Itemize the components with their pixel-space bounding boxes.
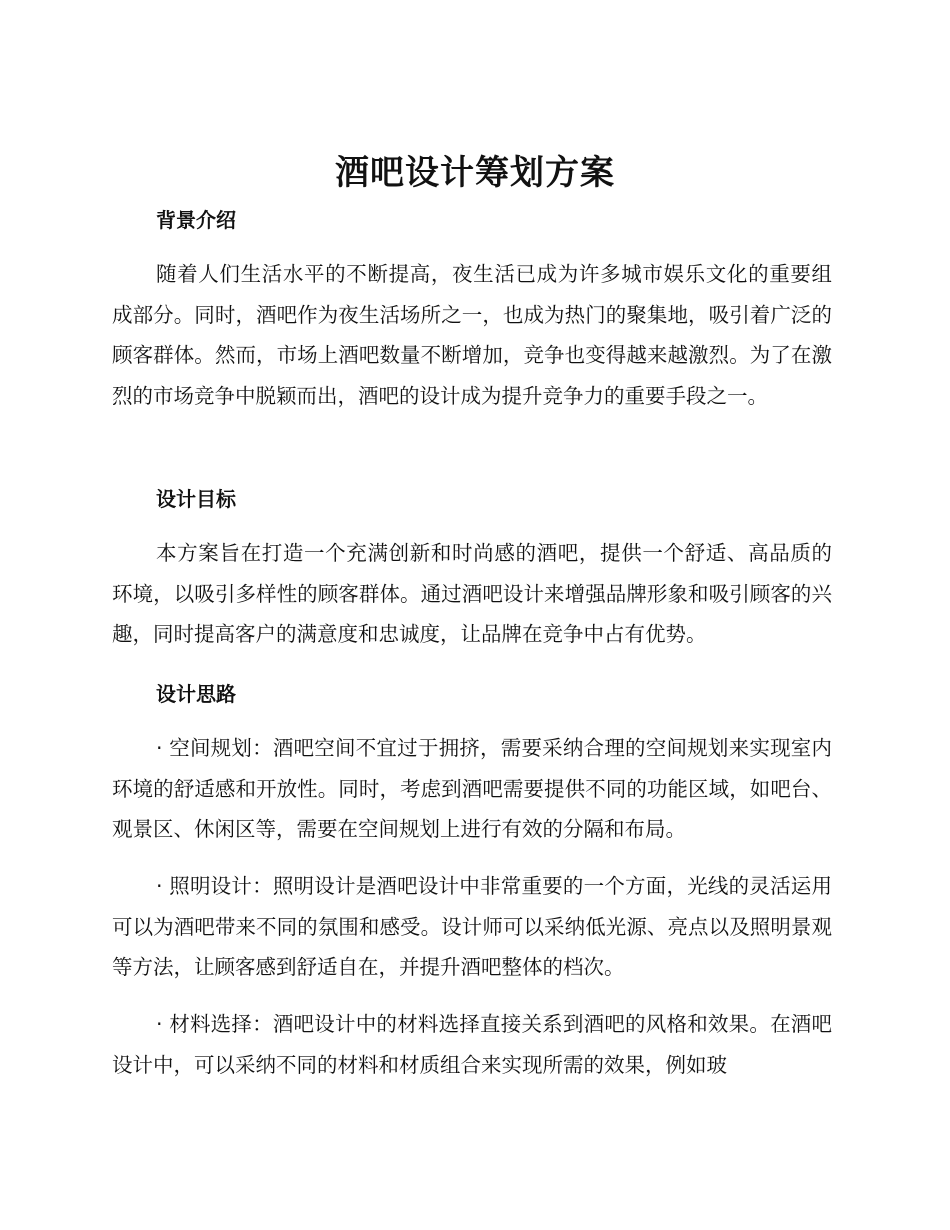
paragraph-background: 随着人们生活水平的不断提高，夜生活已成为许多城市娱乐文化的重要组成部分。同时，酒吧作为夜生活场所之一，也成为热门的聚集地，吸引着广泛的顾客群体。然而，市场上酒吧数量不断增加，竞争也变得越来越激烈。为了在激烈的市场竞争中脱颖而出，酒吧的设计成为提升竞争力的重要手段之一。	[112, 262, 832, 408]
page-title: 酒吧设计筹划方案	[335, 153, 615, 193]
paragraph-material-selection: · 材料选择：酒吧设计中的材料选择直接关系到酒吧的风格和效果。在酒吧设计中，可以采纳不同的材料和材质组合来实现所需的效果，例如玻	[112, 1012, 832, 1077]
section-heading-approach: 设计思路	[156, 682, 236, 706]
paragraph-lighting-design: · 照明设计：照明设计是酒吧设计中非常重要的一个方面，光线的灵活运用可以为酒吧带来不同的氛围和感受。设计师可以采纳低光源、亮点以及照明景观等方法，让顾客感到舒适自在，并提升酒吧整体的档次。	[112, 874, 832, 979]
paragraph-space-planning: · 空间规划：酒吧空间不宜过于拥挤，需要采纳合理的空间规划来实现室内环境的舒适感和开放性。同时，考虑到酒吧需要提供不同的功能区域，如吧台、观景区、休闲区等，需要在空间规划上进行有效的分隔和布局。	[112, 736, 832, 841]
section-heading-background: 背景介绍	[156, 208, 236, 232]
section-heading-goals: 设计目标	[156, 487, 236, 511]
paragraph-goals: 本方案旨在打造一个充满创新和时尚感的酒吧，提供一个舒适、高品质的环境，以吸引多样性的顾客群体。通过酒吧设计来增强品牌形象和吸引顾客的兴趣，同时提高客户的满意度和忠诚度，让品牌在竞争中占有优势。	[112, 541, 832, 646]
